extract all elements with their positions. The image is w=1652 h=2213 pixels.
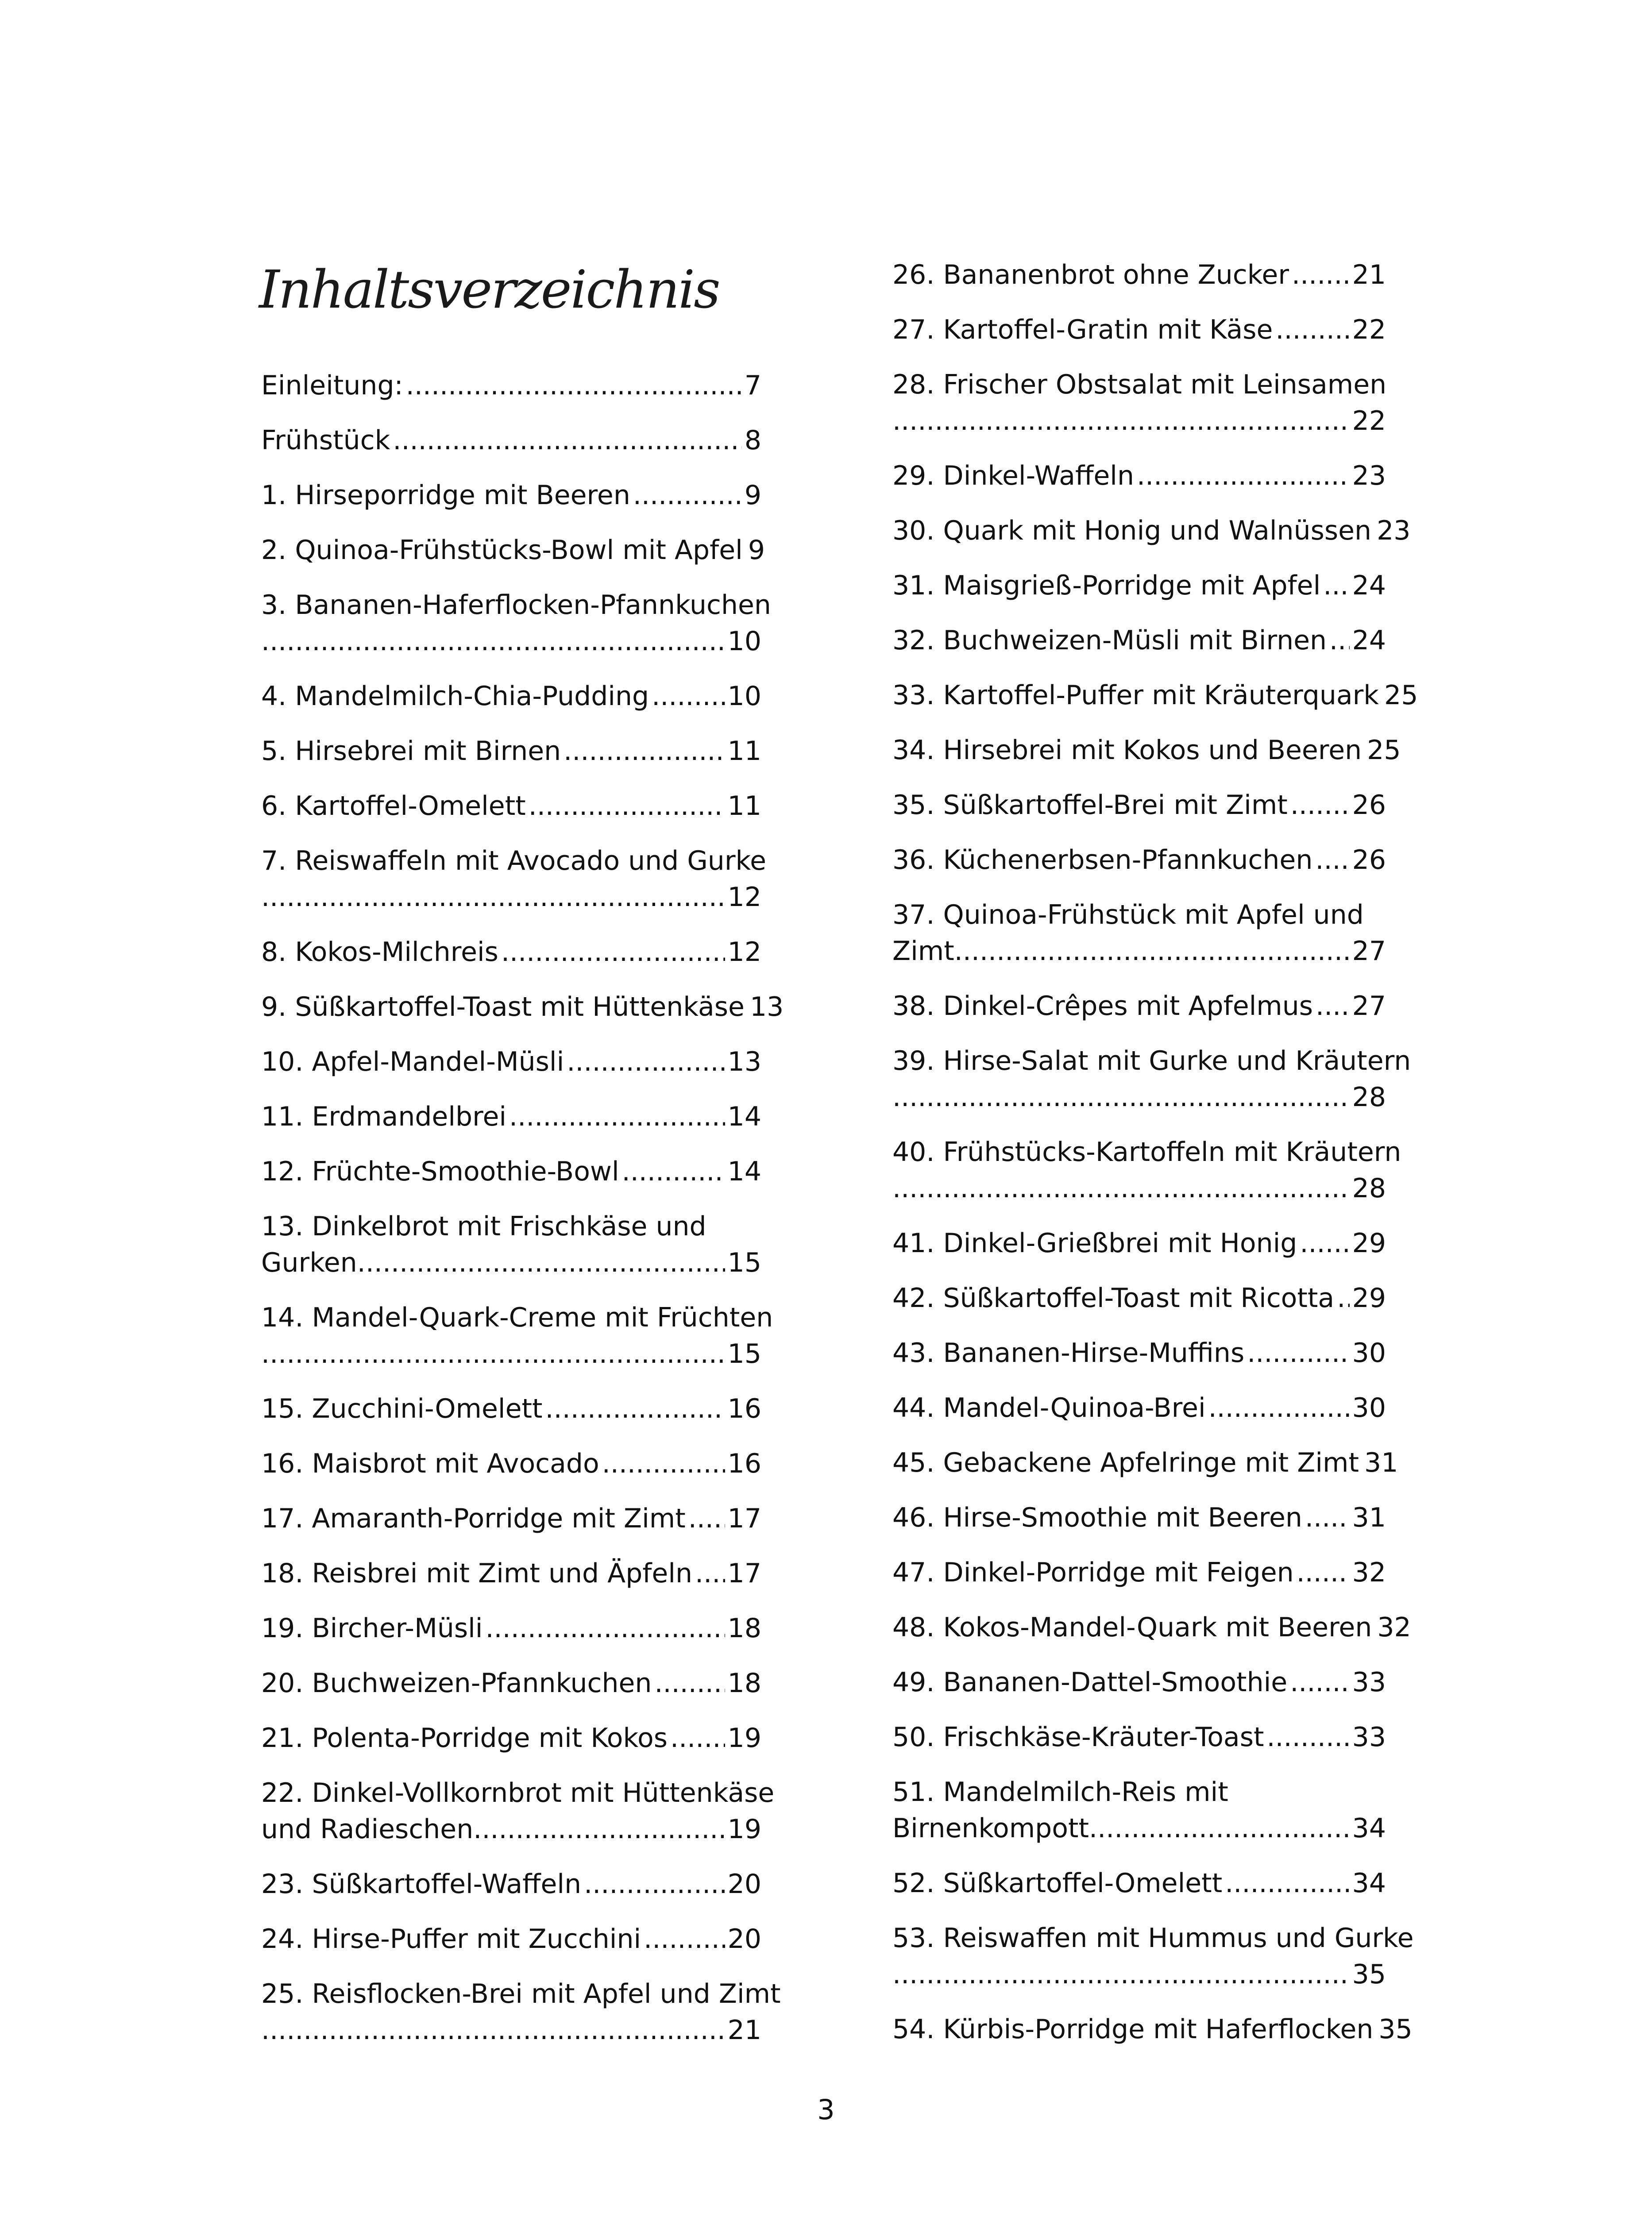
toc-entry[interactable] — [261, 1866, 761, 1902]
toc-entry-title: 54. Kürbis-Porridge mit Haferflocken — [892, 2014, 1374, 2045]
toc-entry-title: 53. Reiswaffen mit Hummus und Gurke — [892, 1923, 1414, 1954]
toc-leader-dots — [1315, 842, 1349, 878]
toc-leader-dots — [633, 477, 742, 513]
toc-entry-title: 45. Gebackene Apfelringe mit Zimt — [892, 1447, 1359, 1478]
toc-entry[interactable] — [261, 788, 761, 824]
toc-page-number: 26 — [1352, 844, 1386, 875]
toc-page-number: 20 — [727, 1869, 761, 1900]
toc-page-number: 28 — [1352, 1173, 1386, 1204]
toc-page-number: 23 — [1377, 515, 1411, 546]
toc-leader-dots — [1137, 458, 1350, 494]
toc-page-number: 34 — [1352, 1868, 1386, 1899]
toc-leader-dots — [602, 1446, 725, 1482]
toc-entry[interactable] — [261, 1720, 761, 1756]
toc-leader-dots — [1337, 1280, 1349, 1316]
toc-page-number: 22 — [1352, 314, 1386, 345]
toc-leader-dots — [261, 2012, 725, 2048]
toc-entry-title: 18. Reisbrei mit Zimt und Äpfeln — [261, 1558, 693, 1589]
toc-entry-title: 37. Quinoa-Frühstück mit Apfel und — [892, 899, 1364, 930]
toc-entry-title: 15. Zucchini-Omelett — [261, 1393, 543, 1424]
toc-page-number: 25 — [1384, 680, 1418, 711]
toc-entry[interactable] — [261, 1775, 775, 1847]
toc-leader-dots — [688, 1500, 725, 1537]
toc-entry-title: 10. Apfel-Mandel-Müsli — [261, 1046, 564, 1077]
toc-page-number: 9 — [744, 480, 761, 511]
toc-entry-title: 46. Hirse-Smoothie mit Beeren — [892, 1502, 1302, 1533]
toc-entry-title: 13. Dinkelbrot mit Frischkäse und — [261, 1211, 706, 1242]
toc-page-number: 33 — [1352, 1667, 1386, 1698]
toc-page-number: 15 — [727, 1338, 761, 1369]
toc-page-number: 32 — [1352, 1557, 1386, 1588]
toc-entry[interactable] — [892, 787, 1386, 823]
toc-page-number: 10 — [727, 626, 761, 657]
toc-entry[interactable] — [261, 1921, 761, 1957]
toc-entry[interactable] — [892, 1225, 1386, 1261]
toc-entry[interactable] — [261, 1610, 761, 1646]
toc-page-number: 17 — [727, 1558, 761, 1589]
toc-leader-dots — [1316, 988, 1350, 1024]
toc-entry[interactable] — [892, 1774, 1386, 1847]
toc-page-number: 19 — [727, 1723, 761, 1754]
toc-page-number: 14 — [727, 1101, 761, 1132]
toc-leader-dots — [545, 1391, 725, 1427]
toc-entry[interactable] — [892, 988, 1386, 1024]
toc-entry-title: 26. Bananenbrot ohne Zucker — [892, 259, 1289, 290]
toc-entry-title: 29. Dinkel-Waffeln — [892, 460, 1135, 491]
toc-entry[interactable] — [261, 1299, 773, 1372]
toc-leader-dots — [261, 1336, 725, 1372]
toc-entry-title: 32. Buchweizen-Müsli mit Birnen — [892, 625, 1327, 656]
toc-page-number: 32 — [1377, 1612, 1411, 1643]
toc-page-number: 33 — [1352, 1722, 1386, 1753]
toc-entry[interactable] — [261, 367, 761, 404]
toc-page-number: 16 — [727, 1448, 761, 1479]
toc-page-number: 16 — [727, 1393, 761, 1424]
toc-page-number: 19 — [727, 1814, 761, 1845]
toc-entry[interactable] — [261, 1555, 761, 1592]
toc-entry-title: 20. Buchweizen-Pfannkuchen — [261, 1668, 652, 1699]
toc-entry-title: 3. Bananen-Haferflocken-Pfannkuchen — [261, 590, 771, 621]
toc-entry[interactable] — [261, 1446, 761, 1482]
toc-page-number: 11 — [727, 790, 761, 821]
toc-entry[interactable] — [261, 733, 761, 769]
toc-entry-title: 6. Kartoffel-Omelett — [261, 790, 526, 821]
toc-entry-title: 38. Dinkel-Crêpes mit Apfelmus — [892, 991, 1313, 1022]
toc-entry[interactable] — [261, 532, 765, 568]
toc-page-number: 13 — [727, 1046, 761, 1077]
toc-page-number: 12 — [727, 882, 761, 913]
toc-entry[interactable] — [261, 1044, 761, 1080]
toc-entry-title: 34. Hirsebrei mit Kokos und Beeren — [892, 735, 1362, 766]
toc-entry[interactable] — [892, 1043, 1411, 1115]
toc-page-number: 17 — [727, 1503, 761, 1534]
toc-page-number: 28 — [1352, 1082, 1386, 1113]
toc-entry-title: 19. Bircher-Müsli — [261, 1613, 483, 1644]
toc-leader-dots — [1275, 312, 1349, 348]
toc-page-number: 27 — [1352, 936, 1386, 967]
toc-leader-dots — [1089, 1810, 1350, 1847]
toc-page-number: 14 — [727, 1156, 761, 1187]
toc-leader-dots — [652, 678, 725, 714]
toc-entry-title: 48. Kokos-Mandel-Quark mit Beeren — [892, 1612, 1372, 1643]
toc-page-number: 22 — [1352, 405, 1386, 436]
toc-entry[interactable] — [261, 989, 784, 1025]
toc-entry-title: 41. Dinkel-Grießbrei mit Honig — [892, 1228, 1297, 1259]
toc-leader-dots — [473, 1811, 725, 1847]
toc-entry-title-continued: Gurken — [261, 1247, 357, 1278]
toc-entry[interactable] — [892, 1920, 1414, 1993]
toc-entry-title: 50. Frischkäse-Kräuter-Toast — [892, 1722, 1264, 1753]
toc-entry[interactable] — [261, 1976, 781, 2048]
toc-leader-dots — [1266, 1719, 1349, 1755]
toc-entry[interactable] — [892, 732, 1401, 768]
toc-leader-dots — [892, 1956, 1350, 1993]
toc-page-number: 29 — [1352, 1228, 1386, 1259]
toc-entry[interactable] — [892, 1554, 1386, 1591]
toc-entry-title: 33. Kartoffel-Puffer mit Kräuterquark — [892, 680, 1379, 711]
toc-leader-dots — [1208, 1390, 1350, 1426]
toc-entry[interactable] — [892, 622, 1386, 659]
toc-entry-title: 16. Maisbrot mit Avocado — [261, 1448, 599, 1479]
toc-leader-dots — [393, 422, 741, 459]
toc-entry-title-continued: Birnenkompott — [892, 1813, 1089, 1844]
toc-entry[interactable] — [261, 843, 767, 915]
toc-entry-title: 35. Süßkartoffel-Brei mit Zimt — [892, 790, 1288, 821]
toc-entry[interactable] — [261, 934, 761, 970]
toc-entry[interactable] — [892, 1500, 1386, 1536]
toc-entry-title: Einleitung: — [261, 370, 403, 401]
toc-leader-dots — [654, 1665, 725, 1701]
toc-leader-dots — [509, 1099, 725, 1135]
toc-right-column — [892, 257, 1418, 2066]
toc-page-number: 8 — [744, 425, 761, 456]
toc-page-number: 23 — [1352, 460, 1386, 491]
toc-entry[interactable] — [261, 678, 761, 714]
toc-leader-dots — [485, 1610, 725, 1646]
toc-page-number: 30 — [1352, 1392, 1386, 1423]
toc-leader-dots — [695, 1555, 725, 1592]
toc-entry-title: 52. Süßkartoffel-Omelett — [892, 1868, 1223, 1899]
toc-entry[interactable] — [261, 1208, 761, 1281]
toc-leader-dots — [1247, 1335, 1349, 1371]
toc-entry-title: 25. Reisflocken-Brei mit Apfel und Zimt — [261, 1978, 781, 2009]
toc-leader-dots — [1290, 787, 1350, 823]
toc-page-number: 20 — [727, 1924, 761, 1955]
toc-leader-dots — [670, 1720, 725, 1756]
toc-leader-dots — [622, 1153, 725, 1190]
toc-entry-title: 47. Dinkel-Porridge mit Feigen — [892, 1557, 1294, 1588]
toc-page-number: 24 — [1352, 570, 1386, 601]
toc-page-number: 7 — [744, 370, 761, 401]
toc-entry[interactable] — [261, 1665, 761, 1701]
toc-leader-dots — [1225, 1865, 1349, 1901]
toc-entry[interactable] — [261, 1500, 761, 1537]
toc-left-column — [261, 367, 784, 2067]
toc-entry-title: 22. Dinkel-Vollkornbrot mit Hüttenkäse — [261, 1777, 775, 1808]
toc-entry-title: 12. Früchte-Smoothie-Bowl — [261, 1156, 619, 1187]
toc-leader-dots — [261, 879, 725, 915]
toc-page-number: 26 — [1352, 790, 1386, 821]
toc-entry-title: 31. Maisgrieß-Porridge mit Apfel — [892, 570, 1321, 601]
toc-entry-title: 28. Frischer Obstsalat mit Leinsamen — [892, 369, 1387, 400]
toc-page-number: 30 — [1352, 1338, 1386, 1369]
toc-entry[interactable] — [261, 1099, 761, 1135]
toc-entry-title: 44. Mandel-Quinoa-Brei — [892, 1392, 1206, 1423]
toc-entry[interactable] — [261, 1153, 761, 1190]
toc-entry[interactable] — [892, 1390, 1386, 1426]
toc-entry[interactable] — [892, 458, 1386, 494]
toc-leader-dots — [1305, 1500, 1350, 1536]
toc-entry-title: 51. Mandelmilch-Reis mit — [892, 1777, 1228, 1808]
toc-entry-title-continued: und Radieschen — [261, 1814, 474, 1845]
toc-entry-title: 1. Hirseporridge mit Beeren — [261, 480, 630, 511]
toc-entry-title: 7. Reiswaffeln mit Avocado und Gurke — [261, 845, 767, 876]
toc-entry-title: 30. Quark mit Honig und Walnüssen — [892, 515, 1372, 546]
toc-entry[interactable] — [892, 513, 1411, 549]
toc-leader-dots — [1290, 1664, 1349, 1700]
toc-leader-dots — [1329, 622, 1350, 659]
toc-page-number: 31 — [1352, 1502, 1386, 1533]
toc-entry-title: 14. Mandel-Quark-Creme mit Früchten — [261, 1302, 773, 1333]
toc-entry-title: 8. Kokos-Milchreis — [261, 937, 498, 968]
toc-page-number: 27 — [1352, 991, 1386, 1022]
toc-entry[interactable] — [892, 842, 1386, 878]
toc-entry[interactable] — [892, 1280, 1386, 1316]
toc-leader-dots — [501, 934, 725, 970]
toc-entry[interactable] — [261, 422, 761, 459]
toc-page-number: 35 — [1352, 1959, 1386, 1990]
toc-page-number: 18 — [727, 1613, 761, 1644]
toc-leader-dots — [357, 1245, 725, 1281]
toc-page-number: 13 — [749, 991, 784, 1022]
toc-entry[interactable] — [261, 1391, 761, 1427]
page-title: Inhaltsverzeichnis — [259, 259, 719, 320]
toc-entry[interactable] — [892, 257, 1386, 293]
toc-leader-dots — [261, 623, 725, 659]
toc-entry-title: 5. Hirsebrei mit Birnen — [261, 736, 561, 767]
toc-page-number: 21 — [727, 2015, 761, 2046]
toc-page-number: 15 — [727, 1247, 761, 1278]
toc-entry-title: 21. Polenta-Porridge mit Kokos — [261, 1723, 668, 1754]
toc-entry[interactable] — [892, 567, 1386, 604]
toc-leader-dots — [1300, 1225, 1349, 1261]
toc-leader-dots — [1297, 1554, 1350, 1591]
page-number: 3 — [817, 2093, 835, 2126]
toc-entry[interactable] — [892, 1865, 1386, 1901]
toc-page-number: 31 — [1364, 1447, 1398, 1478]
toc-leader-dots — [567, 1044, 725, 1080]
toc-leader-dots — [892, 1079, 1350, 1115]
toc-entry-title: 24. Hirse-Puffer mit Zucchini — [261, 1924, 641, 1955]
toc-entry[interactable] — [892, 1134, 1401, 1207]
toc-entry[interactable] — [892, 677, 1418, 713]
toc-entry[interactable] — [892, 1609, 1411, 1646]
toc-entry-title-continued: Zimt — [892, 936, 954, 967]
toc-entry[interactable] — [892, 1719, 1386, 1755]
toc-entry-title: 49. Bananen-Dattel-Smoothie — [892, 1667, 1288, 1698]
toc-page-number: 18 — [727, 1668, 761, 1699]
toc-entry[interactable] — [892, 366, 1386, 439]
toc-page-number: 35 — [1378, 2014, 1413, 2045]
toc-entry[interactable] — [892, 897, 1386, 969]
toc-entry[interactable] — [261, 587, 771, 659]
toc-leader-dots — [954, 933, 1350, 969]
toc-entry-title: 43. Bananen-Hirse-Muffins — [892, 1338, 1245, 1369]
toc-entry-title: 11. Erdmandelbrei — [261, 1101, 507, 1132]
toc-leader-dots — [644, 1921, 725, 1957]
toc-entry[interactable] — [892, 312, 1386, 348]
toc-entry-title: 39. Hirse-Salat mit Gurke und Kräutern — [892, 1045, 1411, 1076]
toc-page-number: 21 — [1352, 259, 1386, 290]
toc-entry-title: 40. Frühstücks-Kartoffeln mit Kräutern — [892, 1137, 1401, 1168]
toc-leader-dots — [1292, 257, 1350, 293]
toc-leader-dots — [406, 367, 742, 404]
toc-page-number: 24 — [1352, 625, 1386, 656]
toc-page-number: 9 — [748, 535, 765, 566]
toc-entry[interactable] — [892, 1664, 1386, 1700]
toc-entry[interactable] — [892, 2011, 1413, 2047]
toc-entry-title: 23. Süßkartoffel-Waffeln — [261, 1869, 582, 1900]
toc-entry-title: 17. Amaranth-Porridge mit Zimt — [261, 1503, 686, 1534]
toc-entry-title: 42. Süßkartoffel-Toast mit Ricotta — [892, 1283, 1335, 1314]
toc-entry-title: 27. Kartoffel-Gratin mit Käse — [892, 314, 1273, 345]
toc-entry-title: 2. Quinoa-Frühstücks-Bowl mit Apfel — [261, 535, 743, 566]
toc-leader-dots — [892, 403, 1350, 439]
toc-page-number: 10 — [727, 681, 761, 712]
toc-entry-title: 9. Süßkartoffel-Toast mit Hüttenkäse — [261, 991, 745, 1022]
toc-leader-dots — [892, 1170, 1350, 1207]
toc-entry[interactable] — [892, 1445, 1398, 1481]
toc-leader-dots — [584, 1866, 725, 1902]
toc-page-number: 29 — [1352, 1283, 1386, 1314]
toc-leader-dots — [529, 788, 725, 824]
toc-page-number: 12 — [727, 937, 761, 968]
toc-entry-title: 36. Küchenerbsen-Pfannkuchen — [892, 844, 1313, 875]
toc-leader-dots — [1323, 567, 1349, 604]
toc-leader-dots — [564, 733, 725, 769]
toc-entry[interactable] — [261, 477, 761, 513]
toc-page-number: 34 — [1352, 1813, 1386, 1844]
toc-entry-title: 4. Mandelmilch-Chia-Pudding — [261, 681, 649, 712]
toc-entry[interactable] — [892, 1335, 1386, 1371]
toc-page-number: 11 — [727, 736, 761, 767]
toc-page-number: 25 — [1367, 735, 1401, 766]
toc-entry-title: Frühstück — [261, 425, 390, 456]
